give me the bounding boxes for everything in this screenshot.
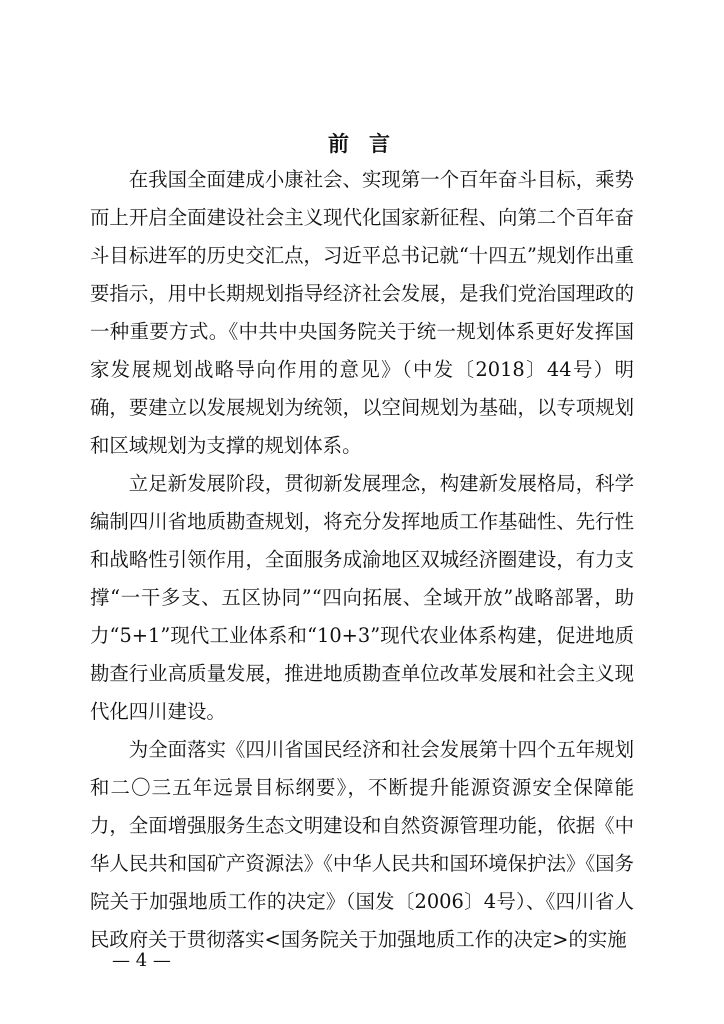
paragraph: 为全面落实《四川省国民经济和社会发展第十四个五年规划和二〇三五年远景目标纲要》，不断提升能源资源安全保障能力，全面增强服务生态文明建设和自然资源管理功能，依据《中华人民共和国矿产资源法》《中华人民共和国环境保护法》《国务院关于加强地质工作的决定》（国发〔2006〕4号）、《四川省人民政府关于贯彻落实<国务院关于加强地质工作的决定>的实施	[90, 738, 634, 951]
page-number: — 4 —	[112, 950, 171, 971]
page-title: 前言	[328, 132, 410, 156]
paragraph: 在我国全面建成小康社会、实现第一个百年奋斗目标，乘势而上开启全面建设社会主义现代化国家新征程、向第二个百年奋斗目标进军的历史交汇点，习近平总书记就“十四五”规划作出重要指示，用中长期规划指导经济社会发展，是我们党治国理政的一种重要方式。《中共中央国务院关于统一规划体系更好发挥国家发展规划战略导向作用的意见》（中发〔2018〕44号）明确，要建立以发展规划为统领，以空间规划为基础，以专项规划和区域规划为支撑的规划体系。	[90, 168, 634, 457]
paragraph: 立足新发展阶段，贯彻新发展理念，构建新发展格局，科学编制四川省地质勘查规划，将充分发挥地质工作基础性、先行性和战略性引领作用，全面服务成渝地区双城经济圈建设，有力支撑“一干多支、五区协同”“四向拓展、全域开放”战略部署，助力“5+1”现代工业体系和“10+3”现代农业体系构建，促进地质勘查行业高质量发展，推进地质勘查单位改革发展和社会主义现代化四川建设。	[90, 472, 634, 723]
document-body	[90, 161, 634, 959]
